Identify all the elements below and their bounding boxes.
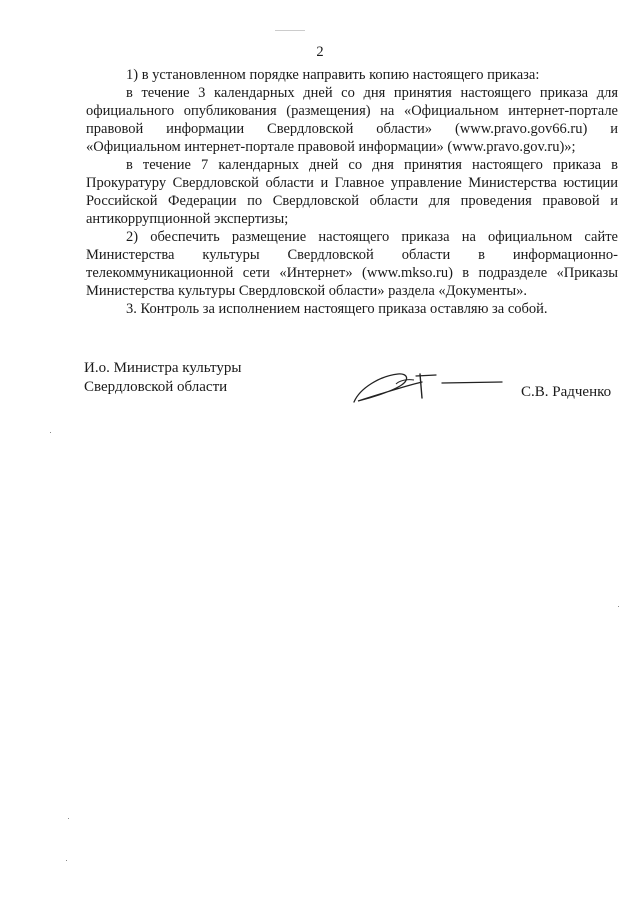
position-line-1: И.о. Министра культуры <box>84 360 242 376</box>
paragraph-3: в течение 7 календарных дней со дня принятия настоящего приказа в Прокуратуру Свердловской области и Главное управление Министерства юстиции Российской Федерации по Свердловской области для проведения правовой и антикоррупционной экспертизы; <box>86 157 618 227</box>
scan-speck <box>66 860 67 861</box>
paragraph-2: в течение 3 календарных дней со дня принятия настоящего приказа для официального опубликования (размещения) на «Официальном интернет-портале правовой информации Свердловской области» (www.pravo.gov66.ru) и «Официальном интернет-портале правовой информации» (www.pravo.gov.ru)»; <box>86 85 618 155</box>
scan-speck <box>68 818 69 819</box>
signer-name: С.В. Радченко <box>521 384 612 400</box>
position-line-2: Свердловской области <box>84 379 228 395</box>
page-number: 2 <box>316 44 324 60</box>
scan-speck <box>618 606 619 607</box>
handwritten-signature <box>350 368 510 408</box>
paragraph-1: 1) в установленном порядке направить копию настоящего приказа: <box>126 67 540 83</box>
paragraph-4: 2) обеспечить размещение настоящего приказа на официальном сайте Министерства культуры Свердловской области в информационно-телекоммуникационной сети «Интернет» (www.mkso.ru) в подразделе «Приказы Министерства культуры Свердловской области» раздела «Документы». <box>86 229 618 299</box>
paragraph-5: 3. Контроль за исполнением настоящего приказа оставляю за собой. <box>126 301 548 317</box>
scan-speck <box>275 30 305 31</box>
scan-speck <box>50 432 51 433</box>
signatory-position <box>84 359 241 397</box>
document-body <box>86 66 618 318</box>
